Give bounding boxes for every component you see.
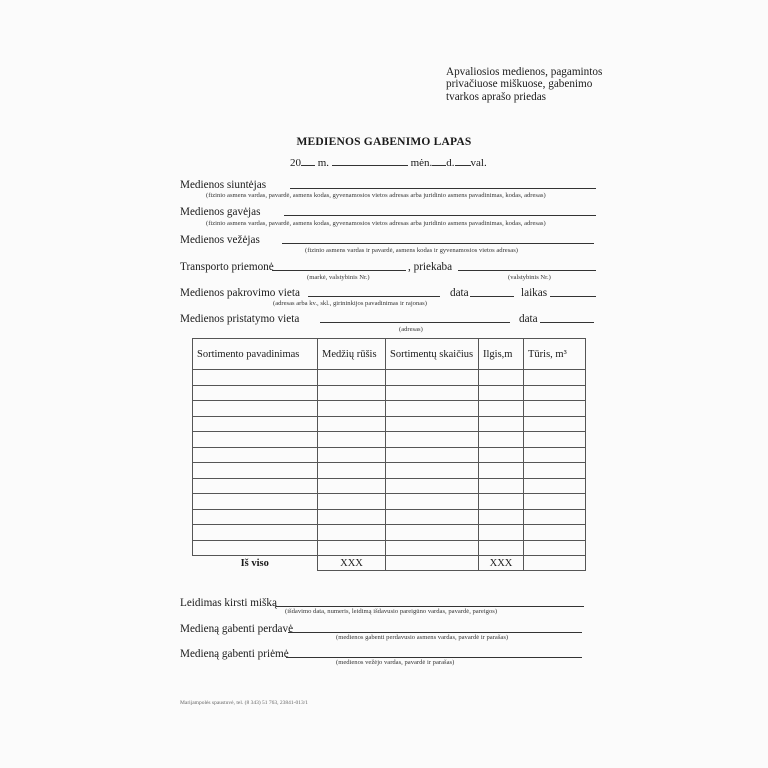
perdave-hint: (medienos gabenti perdavusio asmens vardas, pavardė ir parašas): [336, 634, 509, 641]
pakrovimas-data-field[interactable]: [470, 296, 514, 297]
table-cell[interactable]: [193, 463, 318, 479]
table-row: [193, 401, 586, 417]
table-row: [193, 540, 586, 556]
leidimas-hint: (išdavimo data, numeris, leidimą išdavusio pareigūno vardas, pavardė, pareigos): [285, 608, 498, 615]
date-year-prefix: 20: [290, 157, 301, 169]
col-ilgis: Ilgis,m: [479, 339, 524, 370]
pristatymas-field[interactable]: [320, 322, 510, 323]
siuntejas-hint: (fizinio asmens vardas, pavardė, asmens kodas, gyvenamosios vietos adresas arba juridinio asmens pavadinimas, kodas, adresas): [206, 192, 546, 199]
table-cell[interactable]: [318, 509, 386, 525]
table-cell[interactable]: [318, 478, 386, 494]
timber-table: [192, 338, 586, 571]
month-field[interactable]: [332, 155, 408, 166]
table-row: [193, 385, 586, 401]
table-cell[interactable]: [318, 463, 386, 479]
transportas-label: Transporto priemonė: [180, 261, 274, 273]
table-cell[interactable]: [193, 509, 318, 525]
table-cell[interactable]: [524, 509, 586, 525]
table-cell[interactable]: [386, 463, 479, 479]
table-cell[interactable]: [193, 385, 318, 401]
date-men-label: mėn.: [410, 157, 433, 169]
table-cell[interactable]: [479, 540, 524, 556]
perdave-field[interactable]: [288, 632, 582, 633]
siuntejas-field[interactable]: [290, 188, 596, 189]
perdave-label: Medieną gabenti perdavė: [180, 623, 294, 635]
pakrovimas-hint: (adresas arba kv., skl., girininkijos pavadinimas ir rajonas): [273, 300, 427, 307]
pakrovimas-laikas-field[interactable]: [550, 296, 596, 297]
gavejas-label: Medienos gavėjas: [180, 206, 261, 218]
table-row: [193, 432, 586, 448]
table-cell[interactable]: [386, 494, 479, 510]
table-cell[interactable]: [479, 478, 524, 494]
table-cell[interactable]: [193, 370, 318, 386]
table-row: [193, 525, 586, 541]
table-cell[interactable]: [479, 385, 524, 401]
table-cell[interactable]: [386, 447, 479, 463]
col-sortimento-pavadinimas: Sortimento pavadinimas: [193, 339, 318, 370]
table-cell[interactable]: [386, 478, 479, 494]
date-m-label: m.: [317, 157, 330, 169]
table-cell[interactable]: [479, 370, 524, 386]
table-cell[interactable]: [193, 478, 318, 494]
priekaba-field[interactable]: [458, 270, 596, 271]
table-cell[interactable]: [524, 416, 586, 432]
table-cell[interactable]: [524, 447, 586, 463]
pristatymas-hint: (adresas): [399, 326, 423, 333]
form-title: MEDIENOS GABENIMO LAPAS: [296, 136, 472, 148]
day-field[interactable]: [432, 155, 446, 166]
pristatymas-label: Medienos pristatymo vieta: [180, 313, 300, 325]
table-row: [193, 494, 586, 510]
table-cell[interactable]: [193, 540, 318, 556]
table-row: [193, 447, 586, 463]
total-medziu-rusis: XXX: [318, 556, 386, 571]
date-d-label: d.: [446, 157, 455, 169]
pakrovimas-data-label: data: [450, 287, 469, 299]
pristatymas-data-field[interactable]: [540, 322, 594, 323]
table-row: [193, 478, 586, 494]
table-cell[interactable]: [386, 540, 479, 556]
table-cell[interactable]: [318, 401, 386, 417]
date-val-label: val.: [470, 157, 487, 169]
table-cell[interactable]: [524, 385, 586, 401]
prieme-label: Medieną gabenti priėmė: [180, 648, 289, 660]
vezejas-hint: (fizinio asmens vardas ir pavardė, asmens kodas ir gyvenamosios vietos adresas): [305, 247, 518, 254]
table-cell[interactable]: [479, 463, 524, 479]
table-cell[interactable]: [193, 525, 318, 541]
vezejas-label: Medienos vežėjas: [180, 234, 260, 246]
transportas-hint: (markė, valstybinis Nr.): [307, 274, 370, 281]
table-cell[interactable]: [479, 401, 524, 417]
leidimas-label: Leidimas kirsti mišką: [180, 597, 277, 609]
table-cell[interactable]: [318, 494, 386, 510]
table-cell[interactable]: [524, 463, 586, 479]
table-cell[interactable]: [479, 416, 524, 432]
table-cell[interactable]: [479, 432, 524, 448]
vezejas-field[interactable]: [282, 243, 594, 244]
table-cell[interactable]: [318, 540, 386, 556]
table-cell[interactable]: [524, 370, 586, 386]
appendix-line-3: tvarkos aprašo priedas: [446, 90, 547, 103]
table-cell[interactable]: [193, 432, 318, 448]
table-cell[interactable]: [386, 401, 479, 417]
table-cell[interactable]: [479, 525, 524, 541]
appendix-line-2: privačiuose miškuose, gabenimo: [446, 78, 593, 91]
siuntejas-label: Medienos siuntėjas: [180, 179, 267, 191]
total-sortimentu-skaicius[interactable]: [386, 556, 479, 571]
total-label: Iš viso: [193, 556, 318, 571]
total-turis[interactable]: [524, 556, 586, 571]
table-cell[interactable]: [524, 432, 586, 448]
table-cell[interactable]: [318, 525, 386, 541]
printer-imprint: Marijampolės spaustuvė, tel. (8 343) 51 763, 23841-013/1: [180, 700, 309, 706]
table-row: [193, 463, 586, 479]
table-cell[interactable]: [386, 416, 479, 432]
table-cell[interactable]: [386, 525, 479, 541]
prieme-hint: (medienos vežėjo vardas, pavardė ir parašas): [336, 659, 455, 666]
appendix-note: [446, 66, 646, 103]
total-ilgis: XXX: [479, 556, 524, 571]
table-cell[interactable]: [524, 401, 586, 417]
table-cell[interactable]: [479, 447, 524, 463]
appendix-line-1: Apvaliosios medienos, pagamintos: [446, 66, 603, 78]
transportas-field[interactable]: [272, 270, 406, 271]
table-cell[interactable]: [318, 416, 386, 432]
pakrovimas-label: Medienos pakrovimo vieta: [180, 287, 300, 299]
table-cell[interactable]: [524, 478, 586, 494]
table-cell[interactable]: [318, 432, 386, 448]
table-cell[interactable]: [193, 447, 318, 463]
gavejas-field[interactable]: [284, 215, 596, 216]
col-turis: Tūris, m³: [524, 339, 586, 370]
table-cell[interactable]: [193, 494, 318, 510]
table-row: [193, 416, 586, 432]
table-cell[interactable]: [386, 370, 479, 386]
table-cell[interactable]: [524, 525, 586, 541]
table-cell[interactable]: [386, 432, 479, 448]
table-header-row: [193, 339, 586, 370]
table-cell[interactable]: [318, 447, 386, 463]
table-total-row: [193, 556, 586, 571]
table-row: [193, 509, 586, 525]
leidimas-field[interactable]: [276, 606, 584, 607]
table-cell[interactable]: [193, 401, 318, 417]
table-cell[interactable]: [193, 416, 318, 432]
pakrovimas-laikas-label: laikas: [521, 287, 548, 299]
table-cell[interactable]: [318, 370, 386, 386]
table-cell[interactable]: [524, 540, 586, 556]
table-row: [193, 370, 586, 386]
priekaba-label: , priekaba: [408, 261, 453, 273]
hour-field[interactable]: [455, 155, 471, 166]
table-cell[interactable]: [318, 385, 386, 401]
col-sortimentu-skaicius: Sortimentų skaičius: [386, 339, 479, 370]
table-cell[interactable]: [524, 494, 586, 510]
pakrovimas-field[interactable]: [308, 296, 440, 297]
pristatymas-data-label: data: [519, 313, 538, 325]
year-field[interactable]: [301, 155, 315, 166]
col-medziu-rusis: Medžių rūšis: [318, 339, 386, 370]
date-line: [290, 155, 487, 169]
gavejas-hint: (fizinio asmens vardas, pavardė, asmens kodas, gyvenamosios vietos adresas arba juridinio asmens pavadinimas, kodas, adresas): [206, 220, 546, 227]
prieme-field[interactable]: [286, 657, 582, 658]
table-cell[interactable]: [479, 494, 524, 510]
table-cell[interactable]: [386, 385, 479, 401]
table-cell[interactable]: [386, 509, 479, 525]
priekaba-hint: (valstybinis Nr.): [508, 274, 551, 281]
table-cell[interactable]: [479, 509, 524, 525]
